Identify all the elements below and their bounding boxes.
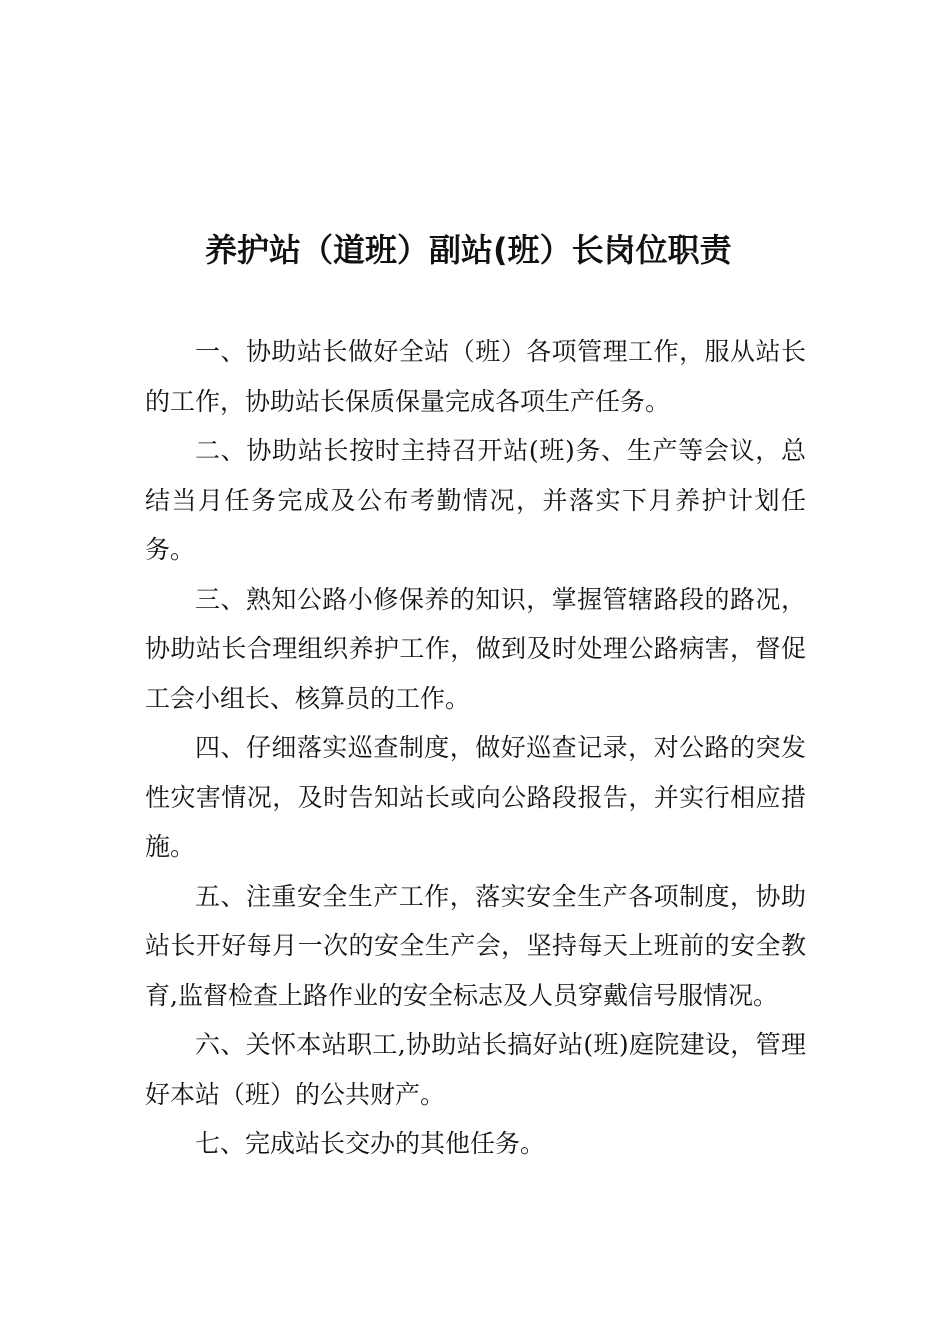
duty-paragraph-1: 一、协助站长做好全站（班）各项管理工作，服从站长的工作，协助站长保质保量完成各项生产任务。	[145, 337, 806, 416]
document-title: 养护站（道班）副站(班）长岗位职责	[205, 231, 732, 269]
duty-paragraph-3: 三、熟知公路小修保养的知识，掌握管辖路段的路况，协助站长合理组织养护工作，做到及时处理公路病害，督促工会小组长、核算员的工作。	[145, 584, 806, 713]
document-body	[145, 327, 806, 1169]
duty-paragraph-2: 二、协助站长按时主持召开站(班)务、生产等会议，总结当月任务完成及公布考勤情况，并落实下月养护计划任务。	[145, 436, 806, 564]
duty-paragraph-4: 四、仔细落实巡查制度，做好巡查记录，对公路的突发性灾害情况，及时告知站长或向公路段报告，并实行相应措施。	[145, 733, 806, 861]
duty-paragraph-7: 七、完成站长交办的其他任务。	[195, 1129, 546, 1158]
duty-paragraph-6: 六、关怀本站职工,协助站长搞好站(班)庭院建设，管理好本站（班）的公共财产。	[145, 1030, 806, 1109]
duty-paragraph-5: 五、注重安全生产工作，落实安全生产各项制度，协助站长开好每月一次的安全生产会，坚持每天上班前的安全教育,监督检查上路作业的安全标志及人员穿戴信号服情况。	[145, 881, 806, 1010]
